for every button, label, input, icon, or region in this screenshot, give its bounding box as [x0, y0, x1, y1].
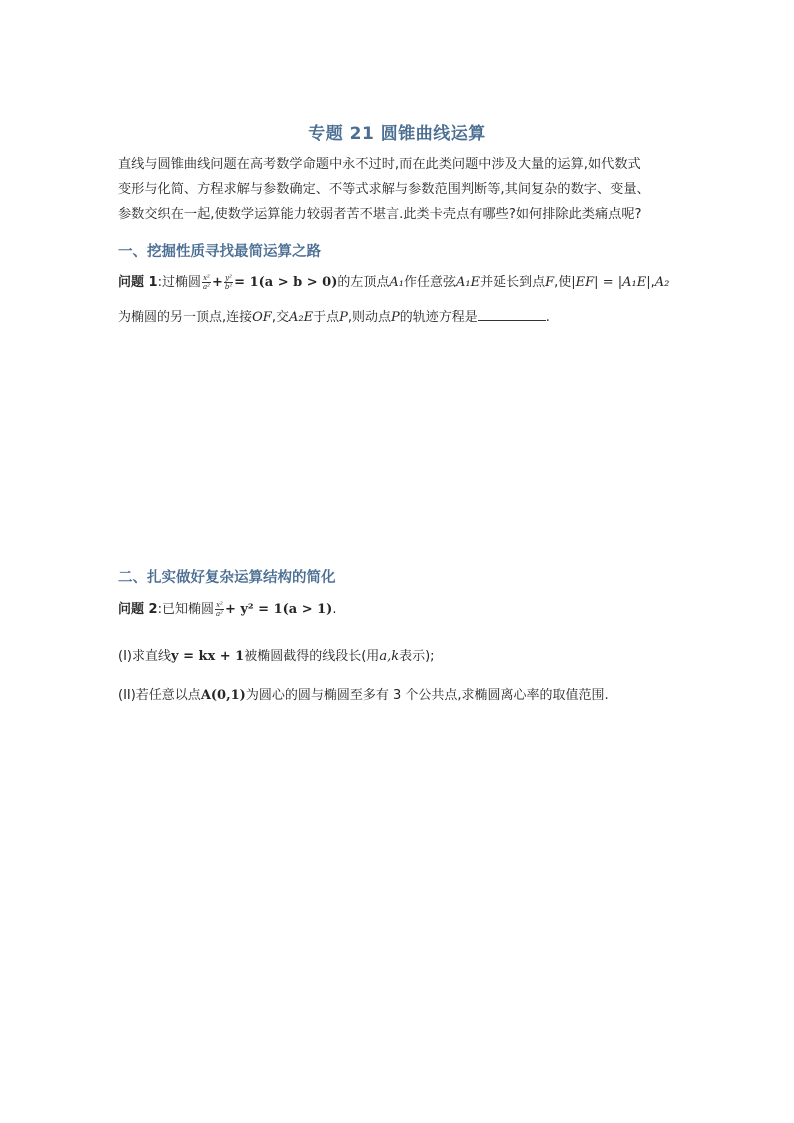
problem-1-text: ,交	[271, 310, 289, 325]
intro-line-2: 变形与化简、方程求解与参数确定、不等式求解与参数范围判断等,其间复杂的数字、变量、	[118, 182, 650, 197]
frac-den: b²	[224, 283, 233, 291]
problem-1-text: ,则动点	[347, 310, 391, 325]
segment-OF: OF	[252, 310, 272, 325]
part-1-text: 表示);	[399, 649, 435, 664]
line-equation: y = kx + 1	[170, 649, 245, 664]
abs-equation: |EF| = |A₁E|	[571, 275, 651, 290]
frac-num: x²	[216, 601, 223, 609]
problem-1-text: :过椭圆	[157, 275, 201, 290]
problem-1-text: 为椭圆的另一顶点,连接	[118, 310, 253, 325]
section-1-heading: 一、挖掘性质寻找最简运算之路	[118, 244, 321, 260]
answer-blank[interactable]	[478, 308, 546, 321]
problem-2-label: 问题 2	[118, 602, 158, 617]
point-A: A(0,1)	[200, 688, 246, 703]
frac-den: a²	[215, 610, 223, 618]
frac-num: x²	[203, 274, 210, 282]
part-1-text: (I)求直线	[118, 649, 171, 664]
fraction-y2-b2	[224, 274, 233, 291]
problem-1-text: 于点	[313, 310, 340, 325]
part-2-text: (II)若任意以点	[118, 688, 201, 703]
problem-2-part-2	[118, 684, 609, 703]
problem-2-part-1	[118, 645, 435, 664]
problem-1-text: 的轨迹方程是	[399, 310, 478, 325]
variables-a-k: a,k	[379, 649, 400, 664]
intro-line-3: 参数交织在一起,使数学运算能力较弱者苦不堪言.此类卡壳点有哪些?如何排除此类痛点呢?	[118, 207, 642, 222]
problem-1-text: 并延长到点	[480, 275, 546, 290]
intro-paragraph	[118, 152, 688, 227]
point-P: P	[390, 310, 400, 325]
page-title: 专题 21 圆锥曲线运算	[308, 124, 486, 144]
chord-A1E: A₁E	[456, 275, 481, 290]
ellipse-condition: + y² = 1(a > 1)	[224, 602, 333, 617]
fraction-x2-a2	[202, 274, 211, 291]
frac-den: a²	[202, 283, 210, 291]
point-F: F	[545, 275, 555, 290]
problem-1-text: 的左顶点	[337, 275, 390, 290]
problem-1-line-1	[118, 271, 669, 291]
period: .	[332, 602, 337, 617]
problem-2-text: :已知椭圆	[157, 602, 214, 617]
problem-1-label: 问题 1	[118, 275, 158, 290]
intro-line-1: 直线与圆锥曲线问题在高考数学命题中永不过时,而在此类问题中涉及大量的运算,如代数式	[118, 157, 641, 172]
part-2-text: 为圆心的圆与椭圆至多有 3 个公共点,求椭圆离心率的取值范围.	[245, 688, 609, 703]
comma: ,	[650, 275, 655, 290]
problem-1-text: ,使	[554, 275, 572, 290]
section-2-heading: 二、扎实做好复杂运算结构的简化	[118, 570, 336, 586]
point-A1: A₁	[389, 275, 404, 290]
segment-A2E: A₂E	[288, 310, 314, 325]
period: .	[545, 310, 550, 325]
fraction-x2-a2	[215, 601, 224, 618]
ellipse-condition: = 1(a > b > 0)	[234, 275, 338, 290]
problem-1-line-2	[118, 306, 550, 325]
frac-num: y²	[225, 274, 232, 282]
part-1-text: 被椭圆截得的线段长(用	[244, 649, 380, 664]
point-A2: A₂	[654, 275, 670, 290]
problem-2-line	[118, 598, 336, 618]
problem-1-text: 作任意弦	[404, 275, 457, 290]
plus-sign: +	[211, 275, 223, 290]
point-P: P	[339, 310, 348, 325]
